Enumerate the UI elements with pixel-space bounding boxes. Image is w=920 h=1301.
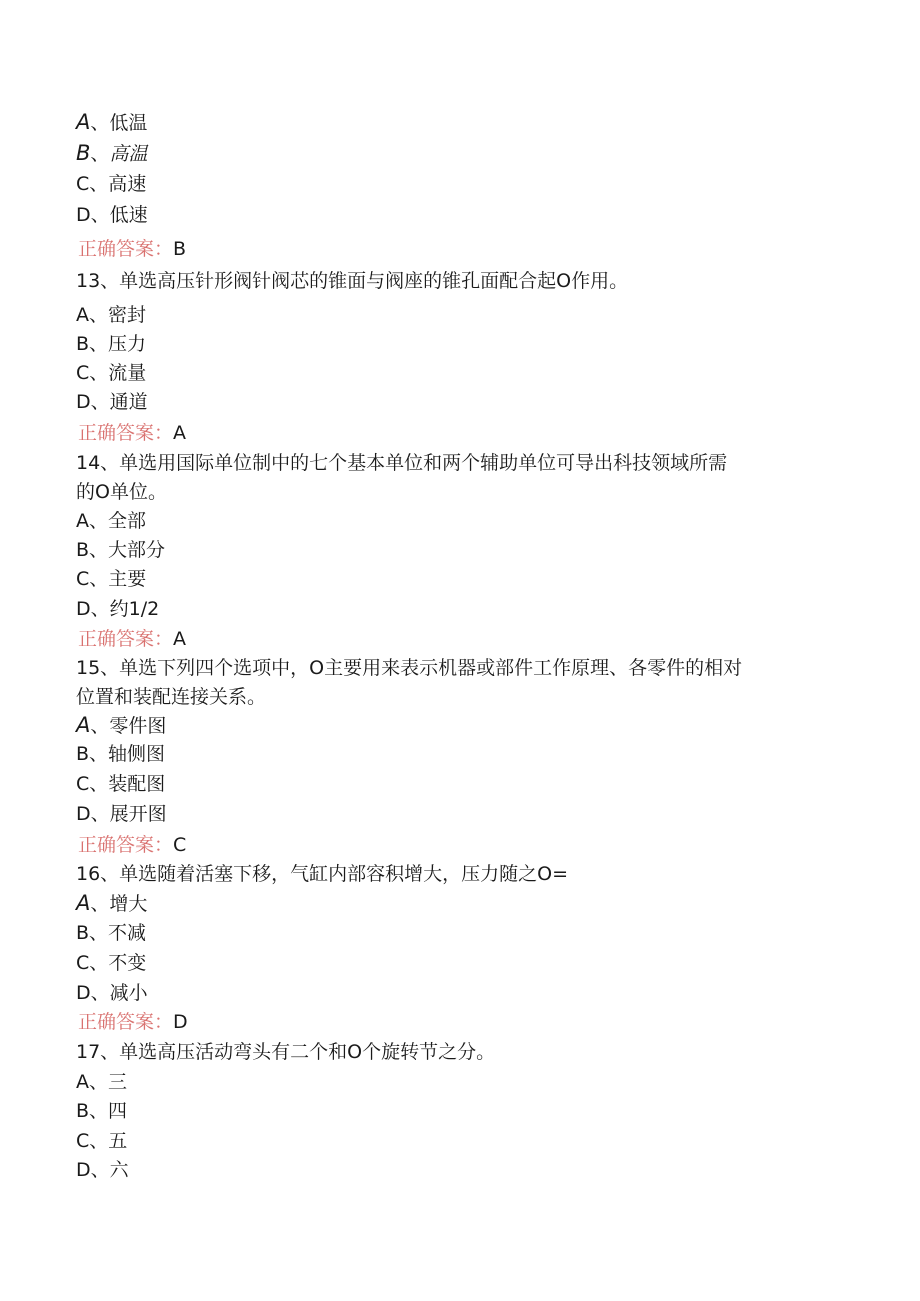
q17-option-b: B、四 xyxy=(76,1100,128,1122)
q12-option-b-sep: 、 xyxy=(90,143,110,165)
q14-answer-value: A xyxy=(173,628,187,650)
q16-option-b: B、不减 xyxy=(76,922,147,944)
q12-option-b xyxy=(76,140,147,167)
q15-option-a-text: 、零件图 xyxy=(90,715,167,737)
q14-option-d: D、约1/2 xyxy=(76,598,160,620)
q15-question-line2: 位置和装配连接关系。 xyxy=(76,686,267,708)
q13-option-a: A、密封 xyxy=(76,304,146,326)
q12-option-a-letter: A xyxy=(76,110,91,134)
q12-answer-label: 正确答案： xyxy=(78,238,174,260)
q16-answer-label: 正确答案： xyxy=(78,1011,174,1033)
q14-answer-label: 正确答案： xyxy=(78,628,174,650)
q12-option-d xyxy=(76,202,148,228)
q15-option-b: B、轴侧图 xyxy=(76,743,166,765)
q15-answer-value: C xyxy=(173,834,187,856)
q16-answer-value: D xyxy=(173,1011,188,1033)
q15-option-a xyxy=(76,712,166,739)
q13-option-d: D、通道 xyxy=(76,391,148,413)
q13-question: 13、单选高压针形阀针阀芯的锥面与阀座的锥孔面配合起O作用。 xyxy=(76,270,629,292)
q14-option-b: B、大部分 xyxy=(76,539,166,561)
q12-option-d-text: 低速 xyxy=(109,204,148,226)
q13-answer xyxy=(78,420,186,446)
q13-option-c: C、流量 xyxy=(76,362,147,384)
q16-option-d: D、减小 xyxy=(76,982,148,1004)
q17-option-c: C、五 xyxy=(76,1130,128,1152)
q12-option-d-sep: 、 xyxy=(90,204,110,226)
q14-option-a: A、全部 xyxy=(76,510,146,532)
q16-answer xyxy=(78,1009,188,1035)
q12-answer-value: B xyxy=(173,238,187,260)
q16-question: 16、单选随着活塞下移，气缸内部容积增大，压力随之O= xyxy=(76,863,569,885)
q12-option-d-letter: D xyxy=(76,204,91,226)
q13-answer-label: 正确答案： xyxy=(78,422,174,444)
q15-answer xyxy=(78,832,186,858)
q16-option-a-text: 、增大 xyxy=(90,893,148,915)
q13-answer-value: A xyxy=(173,422,187,444)
q16-option-a-letter: A xyxy=(76,891,91,915)
q15-option-d: D、展开图 xyxy=(76,803,167,825)
q17-question: 17、单选高压活动弯头有二个和O个旋转节之分。 xyxy=(76,1041,496,1063)
q14-option-c: C、主要 xyxy=(76,568,147,590)
q17-option-a: A、三 xyxy=(76,1071,127,1093)
q12-answer xyxy=(78,236,186,262)
q15-answer-label: 正确答案： xyxy=(78,834,174,856)
q12-option-b-letter: B xyxy=(76,141,91,165)
q12-option-c xyxy=(76,171,146,197)
q15-option-c: C、装配图 xyxy=(76,773,166,795)
q16-option-c: C、不变 xyxy=(76,952,147,974)
q12-option-c-letter: C xyxy=(76,173,90,195)
q14-answer xyxy=(78,626,186,652)
q12-option-a xyxy=(76,109,147,136)
q14-question-line2: 的O单位。 xyxy=(76,481,167,503)
q12-option-c-text: 高速 xyxy=(108,173,147,195)
q16-option-a xyxy=(76,890,147,917)
q12-option-a-text: 低温 xyxy=(109,112,148,134)
q12-option-a-sep: 、 xyxy=(90,112,110,134)
q12-option-b-text: 高温 xyxy=(109,143,148,165)
q13-option-b: B、压力 xyxy=(76,333,147,355)
q12-option-c-sep: 、 xyxy=(89,173,109,195)
q15-question-line1: 15、单选下列四个选项中，O主要用来表示机器或部件工作原理、各零件的相对 xyxy=(76,657,743,679)
q15-option-a-letter: A xyxy=(76,713,91,737)
q17-option-d: D、六 xyxy=(76,1159,129,1181)
q14-question-line1: 14、单选用国际单位制中的七个基本单位和两个辅助单位可导出科技领域所需 xyxy=(76,452,728,474)
